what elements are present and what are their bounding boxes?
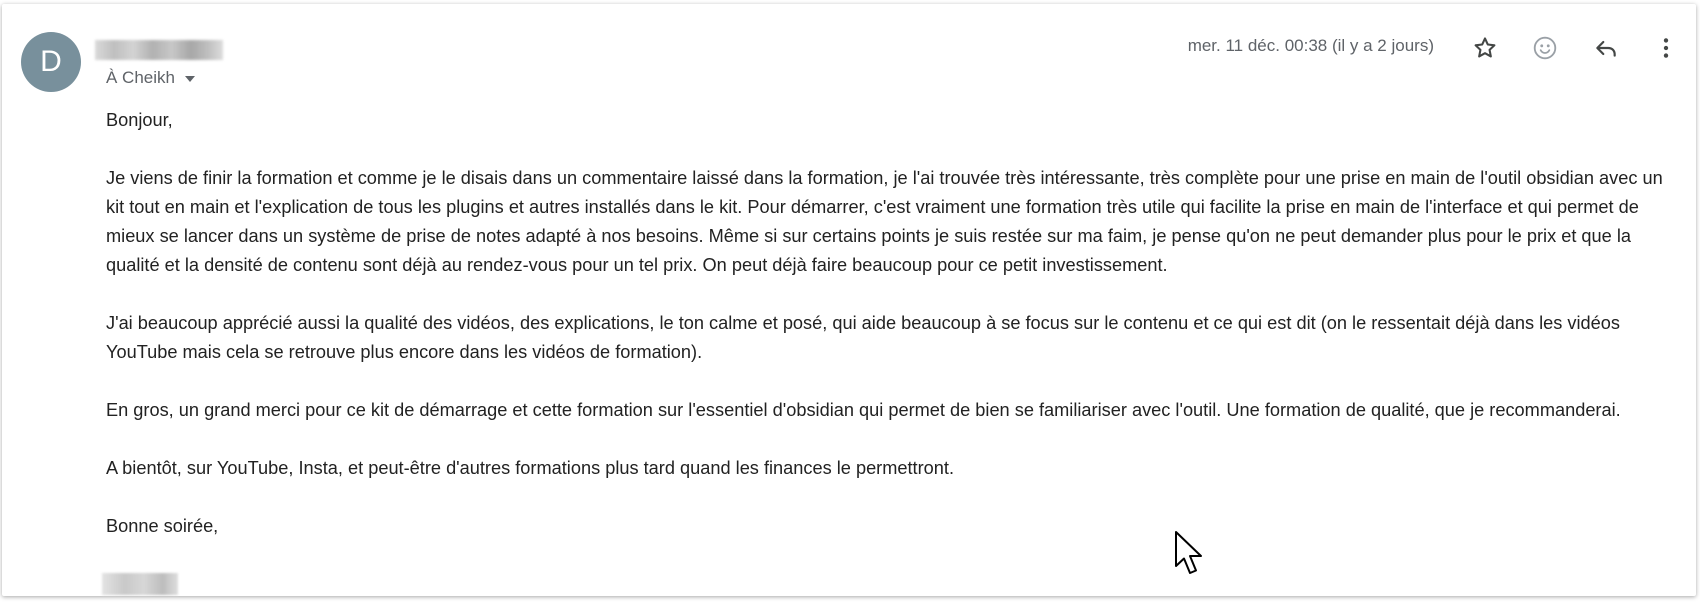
signature-redacted xyxy=(102,573,178,595)
email-paragraph: J'ai beaucoup apprécié aussi la qualité des vidéos, des explications, le ton calme et posé, qui aide beaucoup à se focus sur le contenu et ce qui est dit (on le ressentait déjà dans les vidéos YouTube mais cela se retrouve plus encore dans les vidéos de formation). xyxy=(106,313,1620,362)
reply-icon xyxy=(1593,35,1619,61)
email-date: mer. 11 déc. 00:38 (il y a 2 jours) xyxy=(1187,36,1434,55)
email-paragraph: A bientôt, sur YouTube, Insta, et peut-être d'autres formations plus tard quand les finances le permettront. xyxy=(106,458,955,478)
more-options-button[interactable] xyxy=(1650,32,1682,64)
email-greeting: Bonjour, xyxy=(106,110,173,130)
email-message-card xyxy=(2,4,1696,596)
email-paragraph: Je viens de finir la formation et comme je le disais dans un commentaire laissé dans la formation, je l'ai trouvée très intéressante, très complète pour une prise en main de l'outil obsidian avec un kit tout en main et l'explication de tous les plugins et autres installés dans le kit. Pour démarrer, c'est vraiment une formation très utile qui facilite la prise en main de l'interface et qui permet de mieux se lancer dans un système de prise de notes adapté à nos besoins. Même si sur certains points je suis restée sur ma faim, je pense qu'on ne peut demander plus pour le prix et que la qualité et la densité de contenu sont déjà au rendez-vous pour un tel prix. On peut déjà faire beaucoup pour ce petit investissement. xyxy=(106,168,1663,275)
star-icon xyxy=(1472,35,1498,61)
avatar-letter: D xyxy=(40,45,62,78)
sender-avatar[interactable] xyxy=(21,32,81,92)
sender-name-redacted xyxy=(95,40,223,60)
mouse-cursor-icon xyxy=(1174,530,1206,578)
recipient-label: À Cheikh xyxy=(106,68,175,87)
reply-button[interactable] xyxy=(1590,32,1622,64)
email-closing: Bonne soirée, xyxy=(106,516,219,536)
recipient-details-toggle[interactable] xyxy=(106,67,195,89)
star-button[interactable] xyxy=(1469,32,1501,64)
add-reaction-button[interactable] xyxy=(1529,32,1561,64)
more-options-icon xyxy=(1653,35,1679,61)
email-paragraph: En gros, un grand merci pour ce kit de démarrage et cette formation sur l'essentiel d'obsidian qui permet de bien se familiariser avec l'outil. Une formation de qualité, que je recommanderai. xyxy=(106,400,1621,420)
caret-down-icon xyxy=(185,76,195,82)
email-body xyxy=(106,106,1678,541)
emoji-reaction-icon xyxy=(1532,35,1558,61)
